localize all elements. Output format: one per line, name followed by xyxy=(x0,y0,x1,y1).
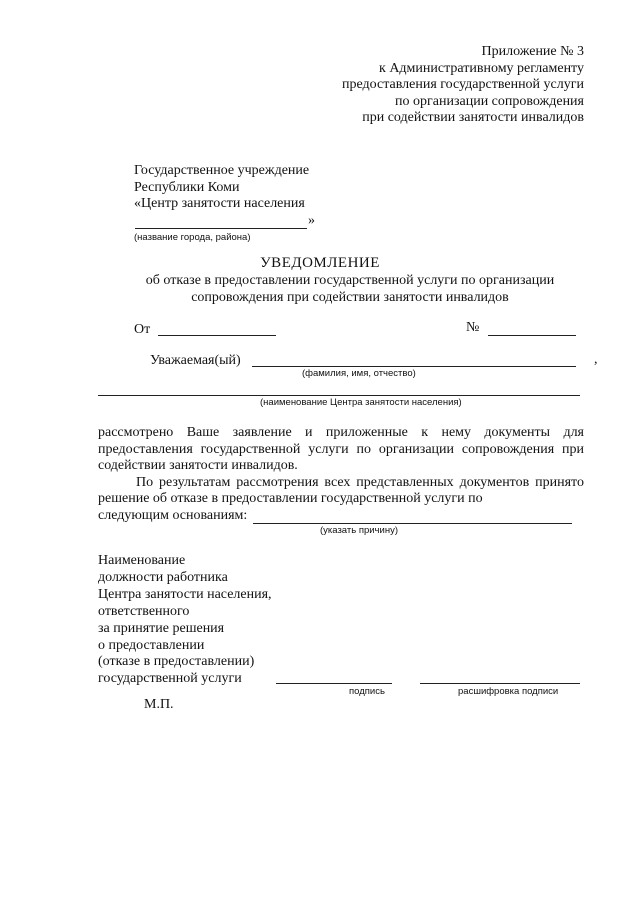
document-subtitle: об отказе в предоставлении государственной услуги по организации сопровождения при содействии занятости инвалидов xyxy=(145,273,555,305)
city-field-row xyxy=(134,213,315,230)
recipient-name-caption: (фамилия, имя, отчество) xyxy=(302,368,416,379)
institution-line-3-text: «Центр занятости населения xyxy=(134,196,305,211)
appendix-line-1: Приложение № 3 xyxy=(481,44,584,59)
institution-close-quote: » xyxy=(308,212,315,228)
city-blank-field[interactable] xyxy=(135,216,307,229)
signature-decoding-field[interactable] xyxy=(420,683,580,684)
number-field[interactable] xyxy=(488,335,576,336)
document-title: УВЕДОМЛЕНИЕ xyxy=(260,255,380,271)
signature-decoding-caption: расшифровка подписи xyxy=(458,686,559,697)
appendix-line-4: по организации сопровождения xyxy=(395,93,584,109)
position-line-5: за принятие решения xyxy=(98,620,225,636)
reason-row xyxy=(98,508,584,525)
appendix-line-2: к Административному регламенту xyxy=(379,60,584,76)
position-line-3: Центра занятости населения, xyxy=(98,586,272,602)
position-line-4: ответственного xyxy=(98,603,190,619)
position-line-6: о предоставлении xyxy=(98,637,205,653)
position-line-2: должности работника xyxy=(98,569,228,585)
stamp-place-label: М.П. xyxy=(144,697,174,712)
position-line-7: (отказе в предоставлении) xyxy=(98,654,255,670)
recipient-name-field[interactable] xyxy=(252,366,576,367)
greeting-label: Уважаемая(ый) xyxy=(150,353,241,368)
number-label: № xyxy=(466,320,480,335)
signature-block xyxy=(98,553,272,688)
reason-field[interactable] xyxy=(253,511,572,524)
position-line-8: государственной услуги xyxy=(98,671,242,687)
reason-label: следующим основаниям: xyxy=(98,507,248,523)
greeting-comma: , xyxy=(594,352,598,367)
city-caption: (название города, района) xyxy=(134,232,251,243)
from-date-field[interactable] xyxy=(158,335,276,336)
appendix-line-5: при содействии занятости инвалидов xyxy=(362,110,584,125)
reason-caption: (указать причину) xyxy=(320,525,398,536)
appendix-line-3: предоставления государственной услуги xyxy=(342,77,584,92)
center-name-field[interactable] xyxy=(98,395,580,396)
institution-line-2: Республики Коми xyxy=(134,179,240,195)
institution-line-1: Государственное учреждение xyxy=(134,163,310,178)
body-paragraph-2: По результатам рассмотрения всех представленных документов принято решение об отказе в предоставлении государственной услуги по xyxy=(98,474,584,506)
from-label: От xyxy=(134,322,151,337)
center-name-caption: (наименование Центра занятости населения) xyxy=(260,397,462,408)
body-text xyxy=(98,425,584,524)
appendix-header xyxy=(342,44,584,127)
institution-line-3 xyxy=(134,196,315,213)
signature-caption: подпись xyxy=(349,686,385,697)
institution-block xyxy=(134,163,315,247)
body-paragraph-1: рассмотрено Ваше заявление и приложенные к нему документы для предоставления государственной услуги по организации сопровождения при содействии занятости инвалидов. xyxy=(98,425,584,473)
signature-field[interactable] xyxy=(276,683,392,684)
position-line-1: Наименование xyxy=(98,553,186,568)
